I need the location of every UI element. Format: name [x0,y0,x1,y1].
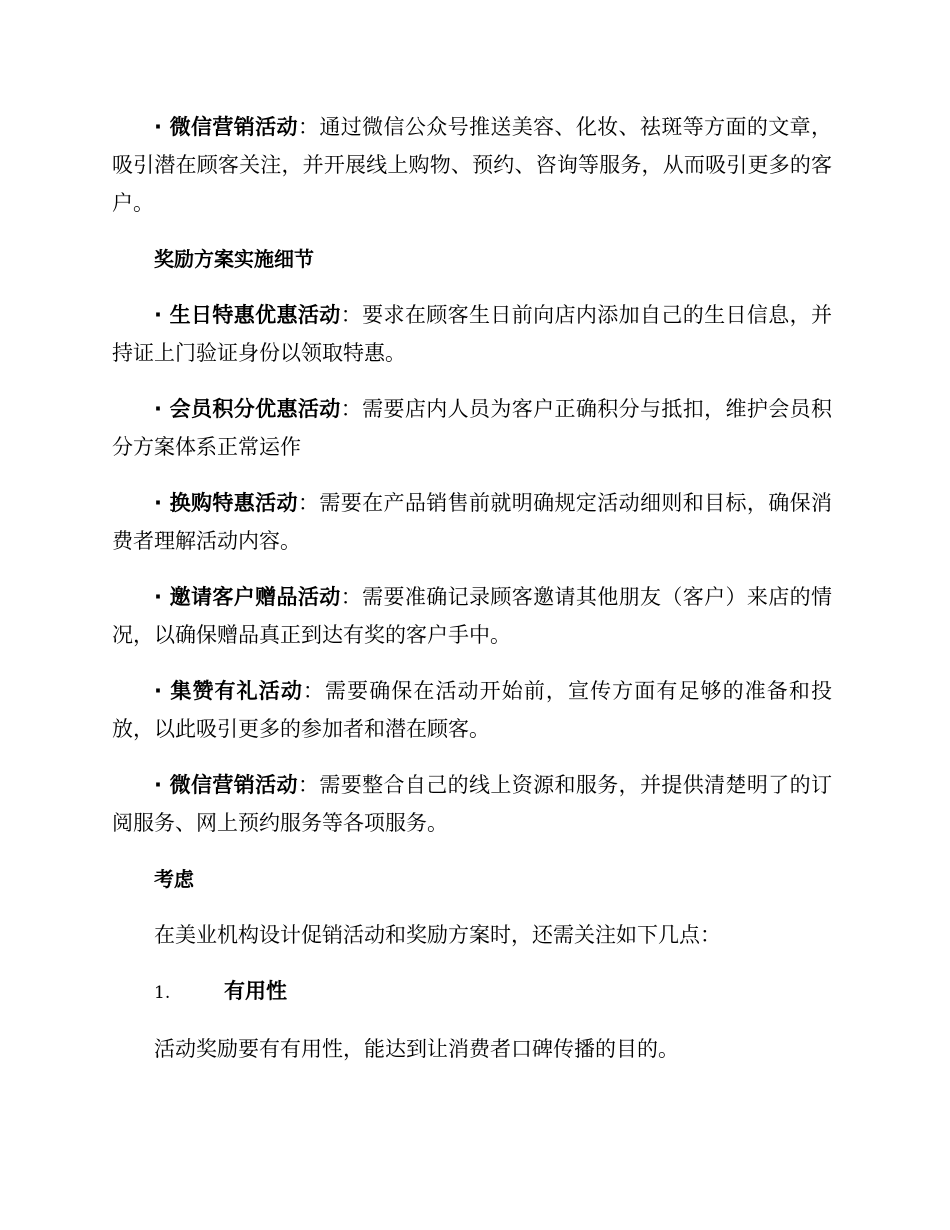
item-invite-gift [112,578,832,654]
item-exchange [112,484,832,560]
item-text: ：需要确保在活动开始前，宣传方面有足够的准备和投放，以此吸引更多的参加者和潜在顾客。 [112,679,832,741]
item-member-points [112,390,832,466]
consider-intro: 在美业机构设计促销活动和奖励方案时，还需关注如下几点： [154,923,721,947]
numbered-heading [112,972,832,1012]
item-text: ：需要店内人员为客户正确积分与抵扣，维护会员积分方案体系正常运作 [112,397,832,459]
item-lead: · 集赞有礼活动 [154,679,303,703]
numbered-text: 活动奖励要有有用性，能达到让消费者口碑传播的目的。 [154,1037,679,1061]
paragraph-wechat-marketing [112,108,832,222]
item-lead: · 微信营销活动 [154,773,298,797]
item-lead: · 邀请客户赠品活动 [154,585,341,609]
document-page [112,108,832,1086]
section-title-consider: 考虑 [154,867,194,891]
item-lead: · 会员积分优惠活动 [154,397,341,421]
list-number: 1. [154,983,171,1003]
item-text: ：要求在顾客生日前向店内添加自己的生日信息，并持证上门验证身份以领取特惠。 [112,303,832,365]
paragraph-text: ：通过微信公众号推送美容、化妆、祛斑等方面的文章，吸引潜在顾客关注，并开展线上购物、预约、咨询等服务，从而吸引更多的客户。 [112,115,832,215]
item-text: ：需要整合自己的线上资源和服务，并提供清楚明了的订阅服务、网上预约服务等各项服务。 [112,773,832,835]
item-lead: · 换购特惠活动 [154,491,298,515]
item-wechat-marketing [112,766,832,842]
item-text: ：需要准确记录顾客邀请其他朋友（客户）来店的情况，以确保赠品真正到达有奖的客户手中。 [112,585,832,647]
paragraph-lead: · 微信营销活动 [154,115,298,139]
numbered-title: 有用性 [224,979,287,1003]
item-likes-gift [112,672,832,748]
item-text: ：需要在产品销售前就明确规定活动细则和目标，确保消费者理解活动内容。 [112,491,832,553]
item-lead: · 生日特惠优惠活动 [154,303,341,327]
section-title-reward-details: 奖励方案实施细节 [154,247,314,271]
item-birthday [112,296,832,372]
